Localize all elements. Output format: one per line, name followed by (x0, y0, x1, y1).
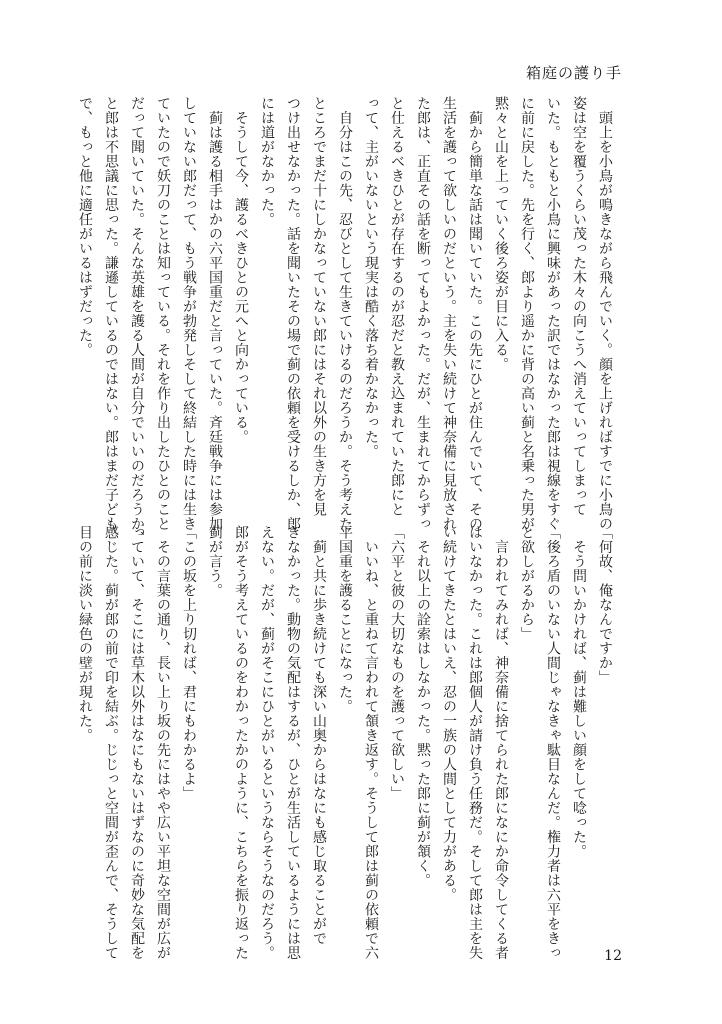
text-line: 姿は空を覆うくらい茂った木々の向こうへ消えていってしまって (571, 96, 587, 517)
running-header: 箱庭の護り手 (525, 64, 622, 82)
text-line: と欲しがるから」 (519, 525, 535, 641)
text-line: 感じた。蓟が郎の前で印を結ぶ。じじっと空間が歪んで、そうして (103, 525, 119, 960)
text-line: と郎は不思議に思った。謙遜しているのではない。郎はまだ子ども (103, 96, 119, 531)
text-line: いいね、と重ねて言われて頷き返す。そうして郎は蓟の依頼で六 (363, 525, 379, 960)
text-line: それ以上の詮索はしなかった。黙った郎に蓟が頷く。 (415, 525, 431, 888)
text-line: た郎は、正直その話を断ってもよかった。だが、生まれてからずっ (415, 96, 431, 531)
text-line: には道がなかった。 (259, 96, 275, 227)
text-line: で、もっと他に適任がいるはずだった。 (77, 96, 93, 357)
text-line: していない郎だって、もう戦争が勃発しそして終結した時には生き (181, 96, 197, 531)
page-number: 12 (604, 948, 622, 964)
text-line: だって聞いていた。そんな英雄を護る人間が自分でいいのだろうか、 (129, 96, 145, 546)
text-line: その言葉の通り、長い上り坂の先にはやや広い平坦な空間が広が (155, 525, 171, 960)
text-line: つけ出せなかった。話を聞いたその場で蓟の依頼を受けるしか、郎 (285, 96, 301, 531)
text-line: 蓟と共に歩き続けても深い山奥からはなにも感じ取ることがで (311, 525, 327, 946)
text-line: 「六平と彼の大切なものを護って欲しい」 (389, 525, 405, 801)
text-line: はいなかった。これは郎個人が請け負う任務だ。そして郎は主を失 (467, 525, 483, 960)
text-line: 蓟は護る相手はかの六平国重だと言っていた。斉廷戦争には参加 (207, 96, 223, 531)
text-line: 「後ろ盾のいない人間じゃなきゃ駄目なんだ。権力者は六平をきっ (545, 525, 561, 960)
text-line: きなかった。動物の気配はするが、ひとが生活しているようには思 (285, 525, 301, 960)
text-line: 郎がそう考えているのをわかったかのように、こちらを振り返った (233, 525, 249, 960)
text-line: 黙々と山を上っていく後ろ姿が目に入る。 (493, 96, 509, 372)
text-line: 言われてみれば、神奈備に捨てられた郎になにか命令してくる者 (493, 525, 509, 960)
text-line: ていたので妖刀のことは知っている。それを作り出したひとのこと (155, 96, 171, 531)
text-line: 平国重を護ることになった。 (337, 525, 353, 714)
text-line: えない。だが、蓟がそこにひとがいるというならそうなのだろう。 (259, 525, 275, 960)
text-line: っていて、そこには草木以外はなにもないはずなのに奇妙な気配を (129, 525, 145, 960)
text-line: 「何故、俺なんですか」 (597, 525, 613, 685)
text-line: 自分はこの先、忍びとして生きていけるのだろうか。そう考えた (337, 96, 353, 531)
text-line: い続けてきたとはいえ、忍の一族の人間として力がある。 (441, 525, 457, 902)
text-line: 生活を護って欲しいのだという。主を失い続けて神奈備に見放され (441, 96, 457, 531)
text-line: 蓟が言う。 (207, 525, 223, 598)
text-line: いた。もともと小鳥に興味があった訳ではなかった郎は視線をすぐ (545, 96, 561, 531)
text-block-upper (77, 96, 618, 546)
text-line: 目の前に淡い緑色の壁が現れた。 (77, 525, 93, 743)
text-line: そう問いかければ、蓟は難しい顔をして唸った。 (571, 525, 587, 859)
text-line: って、主がいないという現実は酷く落ち着かなかった。 (363, 96, 379, 459)
text-line: と仕えるべきひとが存在するのが忍だと教え込まれていた郎にと (389, 96, 405, 517)
text-line: 頭上を小鳥が鳴きながら飛んでいく。顔を上げればすでに小鳥の (597, 96, 613, 531)
text-line: 「この坂を上り切れば、君にもわかるよ」 (181, 525, 197, 801)
text-line: に前に戻した。先を行く、郎より遥かに背の高い蓟と名乗った男が (519, 96, 535, 531)
text-line: ところでまだ十にしかなっていない郎にはそれ以外の生き方を見 (311, 96, 327, 517)
text-line: 蓟から簡単な話は聞いていた。この先にひとが住んでいて、その (467, 96, 483, 531)
text-line: そうして今、護るべきひとの元へと向かっている。 (233, 96, 249, 444)
